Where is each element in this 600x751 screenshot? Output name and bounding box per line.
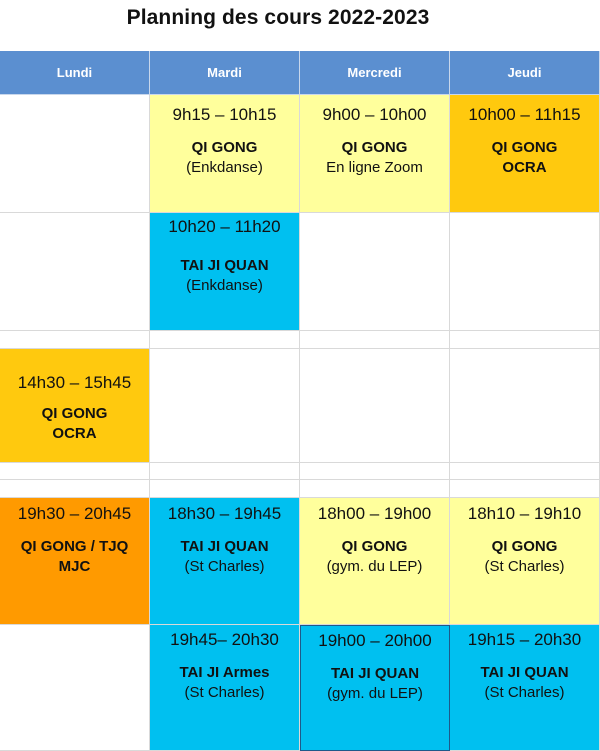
spacer-cell <box>450 331 600 349</box>
slot-mardi-4 <box>150 498 300 625</box>
empty-cell <box>0 95 150 213</box>
slot-time: 19h15 – 20h30 <box>467 630 582 649</box>
spacer-cell <box>300 463 450 480</box>
slot-course: TAI JI QUAN <box>480 664 569 681</box>
slot-jeudi-4 <box>450 498 600 625</box>
slot-time: 18h30 – 19h45 <box>167 504 282 523</box>
slot-course: TAI JI QUAN <box>330 665 420 682</box>
empty-cell <box>300 213 450 331</box>
slot-jeudi-5 <box>450 625 600 751</box>
slot-time: 19h30 – 20h45 <box>17 504 132 523</box>
spacer-cell <box>450 463 600 480</box>
empty-cell <box>0 213 150 331</box>
slot-place: OCRA <box>502 159 547 176</box>
header-mercredi: Mercredi <box>300 51 450 95</box>
spacer-cell <box>0 331 150 349</box>
schedule-table <box>0 51 600 751</box>
slot-course: TAI JI QUAN <box>180 257 269 274</box>
slot-course: TAI JI QUAN <box>180 538 269 555</box>
empty-cell <box>150 349 300 463</box>
slot-course: QI GONG <box>491 538 558 555</box>
slot-place: (Enkdanse) <box>186 159 263 176</box>
slot-time: 9h00 – 10h00 <box>322 105 427 124</box>
page-title: Planning des cours 2022-2023 <box>126 6 430 29</box>
slot-time: 18h00 – 19h00 <box>317 504 432 523</box>
empty-cell <box>300 349 450 463</box>
slot-course: QI GONG / TJQ <box>20 538 129 555</box>
slot-time: 10h20 – 11h20 <box>168 217 281 236</box>
slot-course: QI GONG <box>491 139 558 156</box>
slot-time: 18h10 – 19h10 <box>467 504 582 523</box>
slot-course: QI GONG <box>341 139 408 156</box>
slot-place: (Enkdanse) <box>186 277 263 294</box>
slot-mercredi-5 <box>300 625 450 751</box>
empty-cell <box>450 349 600 463</box>
slot-mercredi-4 <box>300 498 450 625</box>
slot-jeudi-1 <box>450 95 600 213</box>
slot-place: (St Charles) <box>484 684 565 701</box>
slot-place: (St Charles) <box>184 558 265 575</box>
slot-mardi-5 <box>150 625 300 751</box>
slot-time: 9h15 – 10h15 <box>172 105 277 124</box>
spacer-cell <box>150 331 300 349</box>
slot-place: OCRA <box>52 425 97 442</box>
slot-time: 19h00 – 20h00 <box>318 631 432 650</box>
slot-place: (St Charles) <box>184 684 265 701</box>
empty-cell <box>0 625 150 751</box>
header-mardi: Mardi <box>150 51 300 95</box>
slot-course: QI GONG <box>41 405 108 422</box>
slot-lundi-3 <box>0 349 150 463</box>
slot-place: MJC <box>58 558 91 575</box>
slot-course: QI GONG <box>341 538 408 555</box>
spacer-cell <box>0 463 150 480</box>
slot-mardi-2 <box>150 213 300 331</box>
empty-cell <box>450 213 600 331</box>
header-jeudi: Jeudi <box>450 51 600 95</box>
slot-mardi-1 <box>150 95 300 213</box>
slot-lundi-4 <box>0 498 150 625</box>
slot-course: TAI JI Armes <box>179 664 270 681</box>
slot-place: (gym. du LEP) <box>326 558 423 575</box>
slot-time: 14h30 – 15h45 <box>17 373 132 392</box>
slot-place: En ligne Zoom <box>326 159 423 176</box>
slot-place: (gym. du LEP) <box>327 685 423 702</box>
slot-time: 10h00 – 11h15 <box>468 105 581 124</box>
header-lundi: Lundi <box>0 51 150 95</box>
slot-mercredi-1 <box>300 95 450 213</box>
slot-place: (St Charles) <box>484 558 565 575</box>
spacer-cell <box>150 463 300 480</box>
spacer-cell <box>300 480 450 498</box>
spacer-cell <box>0 480 150 498</box>
spacer-cell <box>300 331 450 349</box>
slot-time: 19h45– 20h30 <box>170 630 279 649</box>
spacer-cell <box>450 480 600 498</box>
slot-course: QI GONG <box>191 139 258 156</box>
spacer-cell <box>150 480 300 498</box>
